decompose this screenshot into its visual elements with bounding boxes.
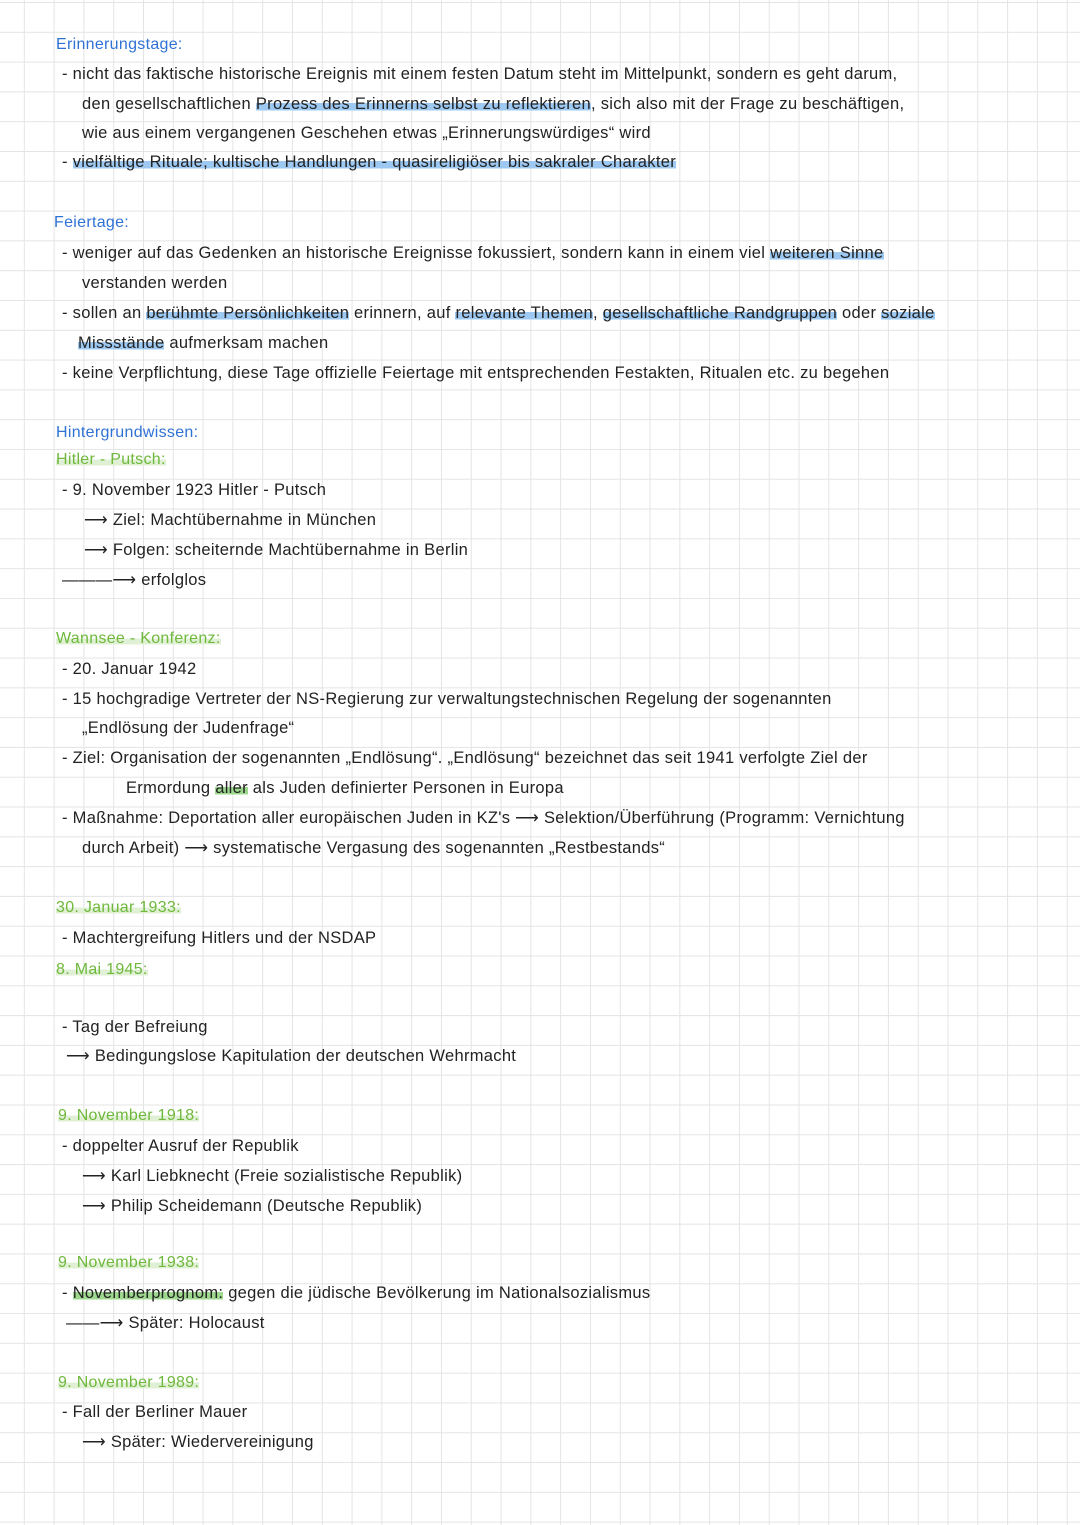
note-line (62, 151, 676, 173)
note-line (82, 272, 227, 294)
text-segment: wie aus einem vergangenen Geschehen etwas „Erinnerungswürdiges“ wird (82, 124, 651, 142)
note-line (82, 122, 651, 144)
note-line (82, 1195, 422, 1217)
note-line (62, 658, 196, 680)
section-heading (56, 34, 183, 56)
note-line (82, 93, 904, 115)
note-line (62, 927, 376, 949)
text-segment: - nicht das faktische historische Ereignis mit einem festen Datum steht im Mittelpunkt, sondern es geht darum, (62, 65, 898, 83)
section-heading (56, 897, 181, 919)
highlighted-text: 9. November 1989: (58, 1374, 200, 1391)
text-segment: - doppelter Ausruf der Republik (62, 1137, 299, 1155)
section-heading (58, 1252, 199, 1274)
note-line (66, 1045, 516, 1067)
text-segment: ——⟶ Später: Holocaust (66, 1314, 265, 1332)
highlighted-text: weiteren Sinne (770, 244, 884, 262)
highlighted-text: aller (215, 779, 248, 797)
highlighted-text: Hitler - Putsch: (56, 451, 166, 468)
note-line (126, 777, 564, 799)
note-line (62, 569, 206, 591)
text-segment: „Endlösung der Judenfrage“ (82, 719, 295, 737)
text-segment: gegen die jüdische Bevölkerung im Nationalsozialismus (223, 1284, 651, 1302)
note-line (62, 479, 326, 501)
note-line (62, 688, 832, 710)
text-segment: verstanden werden (82, 274, 228, 292)
text-segment: - keine Verpflichtung, diese Tage offizielle Feiertage mit entsprechenden Festakten, Ritualen etc. zu begehen (62, 364, 890, 382)
text-segment: oder (837, 304, 882, 322)
highlighted-text: Novemberprognom: (72, 1284, 224, 1302)
text-segment: Feiertage: (54, 214, 130, 231)
section-heading (56, 422, 198, 444)
text-segment: , (592, 304, 603, 322)
highlighted-text: berühmte Persönlichkeiten (146, 304, 350, 322)
note-line (82, 1431, 314, 1453)
text-segment: ———⟶ erfolglos (62, 571, 207, 589)
text-segment: - Maßnahme: Deportation aller europäischen Juden in KZ's ⟶ Selektion/Überführung (Programm: Vernichtung (62, 809, 905, 827)
text-segment: erinnern, auf (349, 304, 456, 322)
note-line (62, 63, 897, 85)
text-segment: - 15 hochgradige Vertreter der NS-Regierung zur verwaltungstechnischen Regelung der sogenannten (62, 690, 832, 708)
note-line (62, 747, 868, 769)
text-segment: Ermordung (126, 779, 216, 797)
text-segment: ⟶ Ziel: Machtübernahme in München (84, 511, 377, 529)
highlighted-text: relevante Themen (455, 304, 593, 322)
text-segment: - (62, 1284, 73, 1302)
section-heading (56, 449, 166, 471)
note-line (62, 302, 935, 324)
text-segment: ⟶ Folgen: scheiternde Machtübernahme in Berlin (84, 541, 469, 559)
text-segment: als Juden definierter Personen in Europa (247, 779, 564, 797)
highlighted-text: Missstände (78, 334, 165, 352)
text-segment: Hintergrundwissen: (56, 424, 199, 441)
highlighted-text: Prozess des Erinnerns selbst zu reflektieren (255, 95, 591, 113)
section-heading (58, 1105, 199, 1127)
note-line (62, 1135, 299, 1157)
note-line (82, 717, 294, 739)
note-line (62, 362, 889, 384)
note-line (82, 1165, 462, 1187)
text-segment: ⟶ Später: Wiedervereinigung (82, 1433, 314, 1451)
text-segment: ⟶ Bedingungslose Kapitulation der deutschen Wehrmacht (66, 1047, 517, 1065)
text-segment: - weniger auf das Gedenken an historische Ereignisse fokussiert, sondern kann in einem viel (62, 244, 771, 262)
text-segment: - 9. November 1923 Hitler - Putsch (62, 481, 327, 499)
note-line (62, 242, 884, 264)
text-segment: - Fall der Berliner Mauer (62, 1403, 248, 1421)
text-segment: durch Arbeit) ⟶ systematische Vergasung des sogenannten „Restbestands“ (82, 839, 666, 857)
highlighted-text: 9. November 1918: (58, 1107, 200, 1124)
text-segment: , sich also mit der Frage zu beschäftigen, (590, 95, 905, 113)
highlighted-text: 9. November 1938: (58, 1254, 200, 1271)
note-line (62, 1016, 208, 1038)
highlighted-text: soziale (881, 304, 935, 322)
note-line (82, 837, 665, 859)
section-heading (58, 1372, 199, 1394)
highlighted-text: gesellschaftliche Randgruppen (602, 304, 838, 322)
note-line (62, 807, 905, 829)
text-segment: - Tag der Befreiung (62, 1018, 208, 1036)
section-heading (54, 212, 129, 234)
note-line (84, 509, 376, 531)
text-segment: - (62, 153, 73, 171)
highlighted-text: 8. Mai 1945: (56, 961, 148, 978)
section-heading (56, 628, 221, 650)
text-segment: - sollen an (62, 304, 147, 322)
note-line (62, 1401, 247, 1423)
section-heading (56, 959, 148, 981)
note-line (62, 1282, 650, 1304)
note-line (84, 539, 468, 561)
text-segment: ⟶ Philip Scheidemann (Deutsche Republik) (82, 1197, 423, 1215)
text-segment: - Ziel: Organisation der sogenannten „Endlösung“. „Endlösung“ bezeichnet das seit 1941 verfolgte Ziel der (62, 749, 868, 767)
text-segment: Erinnerungstage: (56, 36, 183, 53)
note-line (66, 1312, 265, 1334)
text-segment: - 20. Januar 1942 (62, 660, 197, 678)
note-line (78, 332, 329, 354)
highlighted-text: vielfältige Rituale; kultische Handlungen - quasireligiöser bis sakraler Charakter (72, 153, 676, 171)
text-segment: aufmerksam machen (164, 334, 329, 352)
text-segment: den gesellschaftlichen (82, 95, 256, 113)
highlighted-text: Wannsee - Konferenz: (56, 630, 221, 647)
text-segment: ⟶ Karl Liebknecht (Freie sozialistische Republik) (82, 1167, 463, 1185)
text-segment: - Machtergreifung Hitlers und der NSDAP (62, 929, 377, 947)
highlighted-text: 30. Januar 1933: (56, 899, 181, 916)
